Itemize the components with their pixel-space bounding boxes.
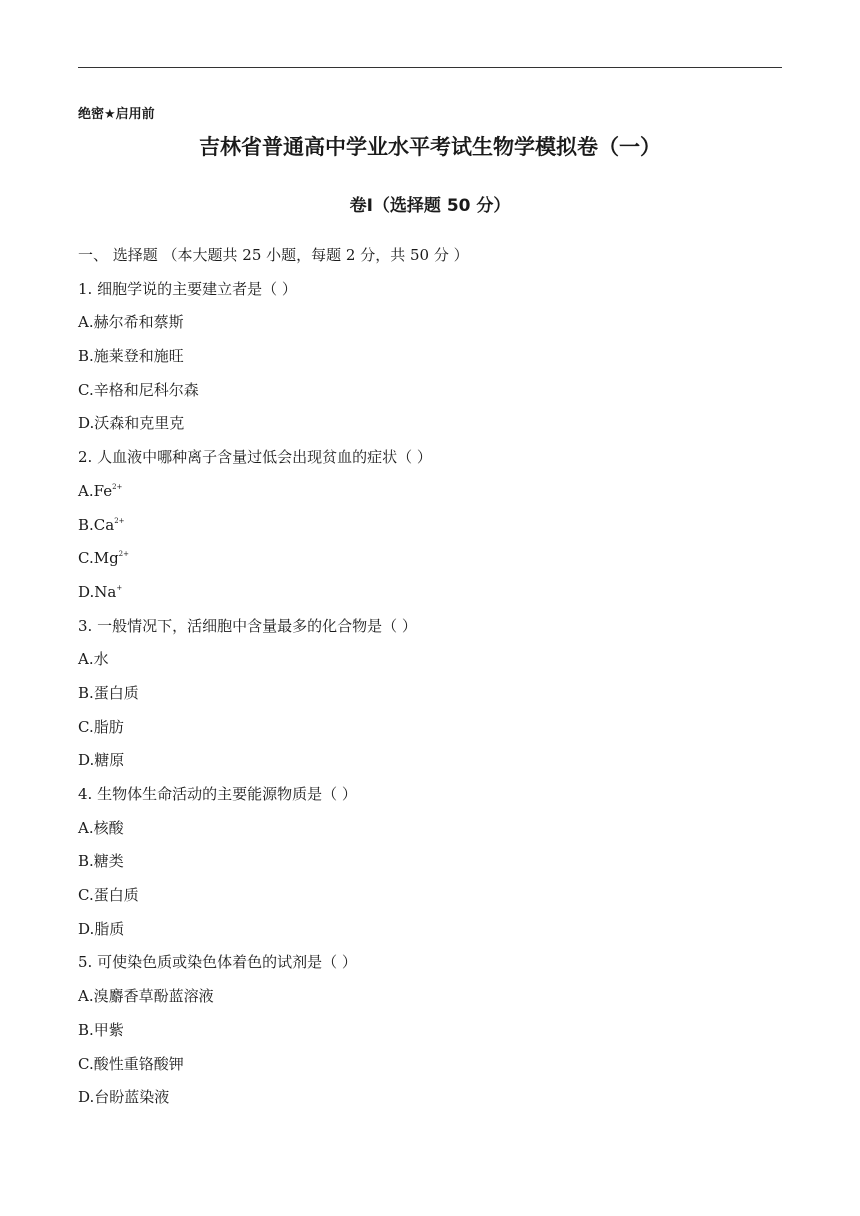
option-text: C.酸性重铬酸钾	[78, 1054, 184, 1073]
answer-option	[78, 340, 782, 374]
answer-option	[78, 711, 782, 745]
option-text: C.辛格和尼科尔森	[78, 380, 199, 399]
answer-option	[78, 542, 782, 576]
answer-option	[78, 475, 782, 509]
ion-charge: +	[116, 583, 123, 592]
option-text: B.施莱登和施旺	[78, 347, 184, 366]
answer-option	[78, 1014, 782, 1048]
secret-mark: 绝密★启用前	[78, 107, 155, 122]
option-text: B.蛋白质	[78, 683, 139, 702]
question-list	[78, 273, 782, 1115]
answer-option	[78, 407, 782, 441]
option-text: D.脂质	[78, 919, 125, 938]
answer-option	[78, 1081, 782, 1115]
answer-option	[78, 1048, 782, 1082]
option-text: D.Na	[78, 582, 117, 601]
answer-option	[78, 576, 782, 610]
ion-charge: 2+	[118, 550, 129, 559]
option-text: C.Mg	[78, 549, 119, 568]
option-text: C.脂肪	[78, 717, 124, 736]
page-title: 吉林省普通高中学业水平考试生物学模拟卷（一）	[199, 135, 661, 159]
answer-option	[78, 980, 782, 1014]
section-instructions: 一、 选择题 （本大题共 25 小题，每题 2 分，共 50 分 ）	[78, 246, 469, 264]
question-stem: 5. 可使染色质或染色体着色的试剂是（ ）	[78, 953, 357, 972]
option-text: B.甲紫	[78, 1020, 124, 1039]
ion-charge: 2+	[112, 482, 123, 491]
question-stem: 2. 人血液中哪种离子含量过低会出现贫血的症状（ ）	[78, 448, 432, 467]
option-text: B.糖类	[78, 852, 124, 871]
header-rule	[78, 67, 782, 68]
answer-option	[78, 677, 782, 711]
section-title: 卷Ⅰ（选择题 50 分）	[349, 196, 511, 216]
option-text: A.赫尔希和蔡斯	[78, 313, 184, 332]
option-text: A.水	[78, 650, 109, 669]
answer-option	[78, 509, 782, 543]
answer-option	[78, 913, 782, 947]
ion-charge: 2+	[114, 516, 125, 525]
answer-option	[78, 879, 782, 913]
option-text: D.糖原	[78, 751, 125, 770]
answer-option	[78, 812, 782, 846]
answer-option	[78, 306, 782, 340]
answer-option	[78, 643, 782, 677]
option-text: B.Ca	[78, 515, 115, 534]
exam-body	[78, 239, 782, 1115]
option-text: A.溴麝香草酚蓝溶液	[78, 987, 214, 1006]
answer-option	[78, 374, 782, 408]
answer-option	[78, 744, 782, 778]
question-stem: 3. 一般情况下，活细胞中含量最多的化合物是（ ）	[78, 616, 417, 635]
answer-option	[78, 845, 782, 879]
option-text: A.核酸	[78, 818, 124, 837]
question-stem: 1. 细胞学说的主要建立者是（ ）	[78, 279, 297, 298]
option-text: C.蛋白质	[78, 886, 139, 905]
option-text: D.台盼蓝染液	[78, 1088, 170, 1107]
option-text: A.Fe	[78, 481, 113, 500]
question-stem: 4. 生物体生命活动的主要能源物质是（ ）	[78, 785, 357, 803]
option-text: D.沃森和克里克	[78, 414, 185, 433]
